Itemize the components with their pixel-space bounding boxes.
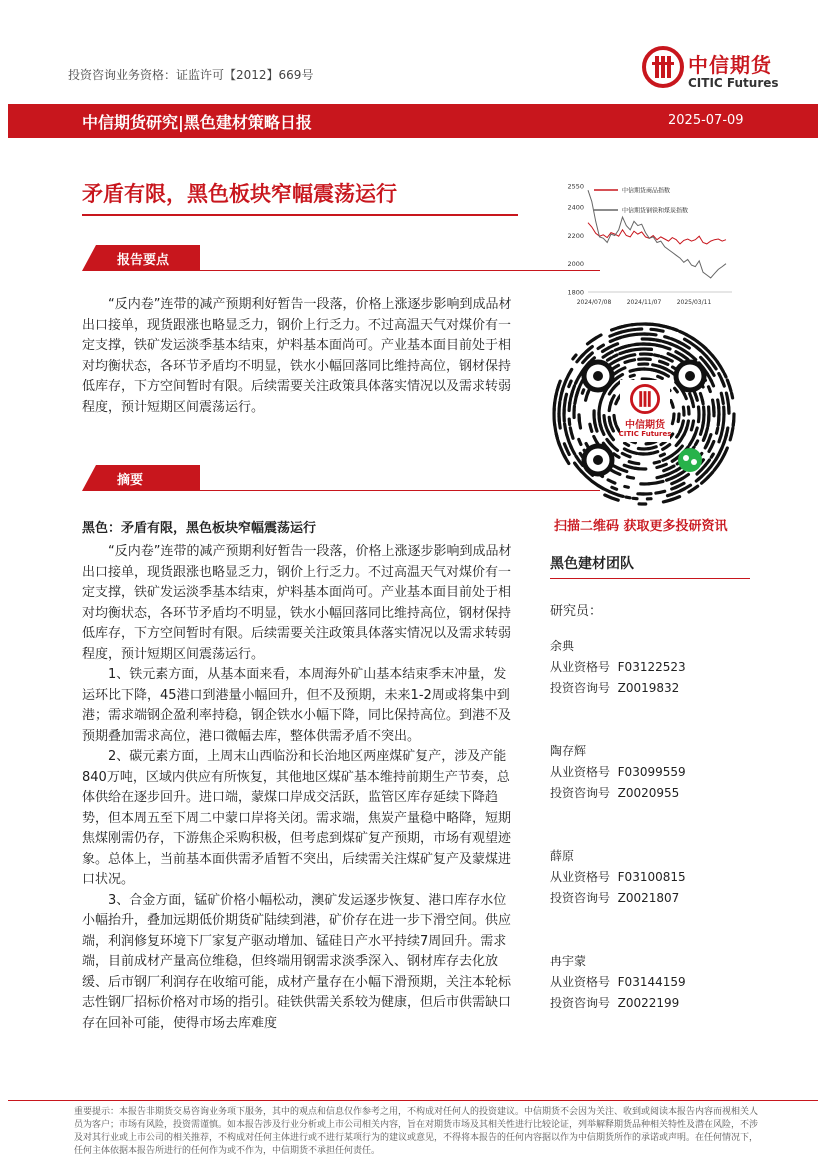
researcher-list: [550, 636, 750, 1056]
advisor-number: Z0022199: [617, 996, 680, 1010]
license-number: F03144159: [617, 975, 686, 989]
researcher-name: 余典: [550, 639, 575, 653]
researcher-entry: [550, 636, 750, 741]
y-tick-label: 2400: [567, 203, 584, 212]
x-tick-label: 2024/07/08: [576, 299, 612, 306]
advisor-number: Z0021807: [617, 891, 680, 905]
highlights-section-header: [82, 245, 518, 271]
license-label: 从业资格号: [550, 870, 611, 884]
page-title: 矛盾有限，黑色板块窄幅震荡运行: [82, 182, 397, 206]
y-tick-label: 2000: [567, 260, 584, 269]
citic-logo-icon: [642, 46, 684, 88]
summary-section-header: [82, 465, 518, 491]
report-series: 中信期货研究|黑色建材策略日报: [82, 113, 312, 132]
license-number: F03100815: [617, 870, 686, 884]
logo-cn: 中信期货: [688, 53, 772, 77]
footer-divider: [8, 1100, 818, 1101]
qr-citic-logo-icon: [630, 384, 660, 414]
y-tick-label: 1800: [567, 288, 584, 297]
highlights-label: 报告要点: [117, 253, 170, 268]
summary-alloy: 3、合金方面，锰矿价格小幅松动，澳矿发运逐步恢复、港口库存水位小幅抬升，叠加远期低价期货矿陆续到港，矿价存在进一步下滑空间。供应端，利润修复环境下厂家复产驱动增加、锰硅日产水平持续7周回升。需求端，目前成材产量高位维稳，但终端用钢需求淡季深入、钢材库存去化放缓、后市钢厂利润存在收缩可能，成材产量存在小幅下滑预期，关注本轮标志性钢厂招标价格对市场的指引。硅铁供需关系较为健康，但后市供需缺口存在回补可能，使得市场去库难度: [82, 892, 512, 1031]
license-text: 投资咨询业务资格：证监许可【2012】669号: [68, 68, 314, 82]
logo-en: CITIC Futures: [688, 76, 779, 90]
advisor-number: Z0019832: [617, 681, 680, 695]
qr-logo-cn: 中信期货: [625, 420, 665, 431]
researcher-name: 冉宇蒙: [550, 954, 587, 968]
advisor-label: 投资咨询号: [550, 681, 611, 695]
license-number: F03122523: [617, 660, 686, 674]
series-line: [588, 223, 726, 244]
title-divider: [82, 214, 518, 216]
x-tick-label: 2024/11/07: [626, 299, 662, 306]
disclaimer: 重要提示：本报告非期货交易咨询业务项下服务，其中的观点和信息仅作参考之用，不构成对任何人的投资建议。中信期货不会因为关注、收到或阅读本报告内容而视相关人员为客户；市场有风险，投资需谨慎。如本报告涉及行业分析或上市公司相关内容，旨在对期货市场及其相关性进行比较论证，列举解释期货品种相关特性及潜在风险，不涉及对其行业或上市公司的相关推荐，不构成对任何主体进行或不进行某项行为的建议或意见，不得将本报告的任何内容据以作为中信期货所作的承诺或声明。在任何情况下，任何主体依据本报告所进行的任何作为或不作为，中信期货不承担任何责任。: [74, 1107, 759, 1156]
license-label: 从业资格号: [550, 765, 611, 779]
advisor-number: Z0020955: [617, 786, 680, 800]
researcher-name: 薛原: [550, 849, 575, 863]
y-tick-label: 2550: [567, 182, 584, 191]
legend-label: 中信期货钢铁和煤炭指数: [622, 207, 689, 215]
report-date: 2025-07-09: [668, 113, 744, 128]
advisor-label: 投资咨询号: [550, 891, 611, 905]
license-number: F03099559: [617, 765, 686, 779]
y-tick-label: 2200: [567, 231, 584, 240]
x-tick-label: 2025/03/11: [676, 299, 712, 306]
summary-body: [82, 542, 518, 1034]
summary-carbon: 2、碳元素方面，上周末山西临汾和长治地区两座煤矿复产，涉及产能840万吨，区域内供应有所恢复，其他地区煤矿基本维持前期生产节奏，总体供给在逐步回升。进口端，蒙煤口岸成交活跃，监管区库存延续下降趋势，但本周五至下周二中蒙口岸将关闭。需求端，焦炭产量稳中略降，短期焦煤刚需仍存，下游焦企采购积极，但考虑到煤矿复产预期，市场有观望迹象。总体上，当前基本面供需矛盾暂不突出，后续需关注煤矿复产及蒙煤进口状况。: [82, 749, 512, 887]
summary-intro: “反内卷”连带的减产预期利好暂告一段落，价格上涨逐步影响到成品材出口接单，现货跟涨也略显乏力，钢价上行乏力。不过高温天气对煤价有一定支撑，铁矿发运淡季基本结束，炉料基本面尚可。产业基本面目前处于相对均衡状态，各环节矛盾均不明显，铁水小幅回落同比维持高位，钢材保持低库存，下方空间暂时有限。后续需要关注政策具体落实情况以及需求转弱程度，预计短期区间震荡运行。: [82, 544, 512, 662]
summary-subtitle: 黑色：矛盾有限，黑色板块窄幅震荡运行: [82, 521, 317, 536]
index-line-chart: [560, 180, 740, 312]
summary-label: 摘要: [117, 473, 144, 488]
researcher-entry: [550, 846, 750, 951]
advisor-label: 投资咨询号: [550, 786, 611, 800]
qr-logo-en: CITIC Futures: [618, 430, 672, 438]
legend-label: 中信期货商品指数: [622, 187, 671, 195]
scan-prompt: 扫描二维码 获取更多投研资讯: [554, 519, 728, 534]
team-divider: [550, 578, 750, 579]
advisor-label: 投资咨询号: [550, 996, 611, 1010]
highlights-text: “反内卷”连带的减产预期利好暂告一段落，价格上涨逐步影响到成品材出口接单，现货跟涨也略显乏力，钢价上行乏力。不过高温天气对煤价有一定支撑，铁矿发运淡季基本结束，炉料基本面尚可。产业基本面目前处于相对均衡状态，各环节矛盾均不明显，铁水小幅回落同比维持高位，钢材保持低库存，下方空间暂时有限。后续需要关注政策具体落实情况以及需求转弱程度，预计短期区间震荡运行。: [82, 297, 512, 415]
researcher-name: 陶存辉: [550, 744, 587, 758]
researcher-entry: [550, 951, 750, 1056]
researcher-label: 研究员：: [550, 604, 603, 619]
license-label: 从业资格号: [550, 660, 611, 674]
license-label: 从业资格号: [550, 975, 611, 989]
team-name: 黑色建材团队: [550, 556, 634, 572]
series-line: [588, 190, 726, 278]
researcher-entry: [550, 741, 750, 846]
summary-iron: 1、铁元素方面，从基本面来看，本周海外矿山基本结束季末冲量，发运环比下降，45港口到港量小幅回升，但不及预期，未来1-2周或将集中到港；需求端钢企盈利率持稳，钢企铁水小幅下降，同比保持高位。到港不及预期叠加需求高位，港口微幅去库，整体供需矛盾不突出。: [82, 667, 512, 744]
